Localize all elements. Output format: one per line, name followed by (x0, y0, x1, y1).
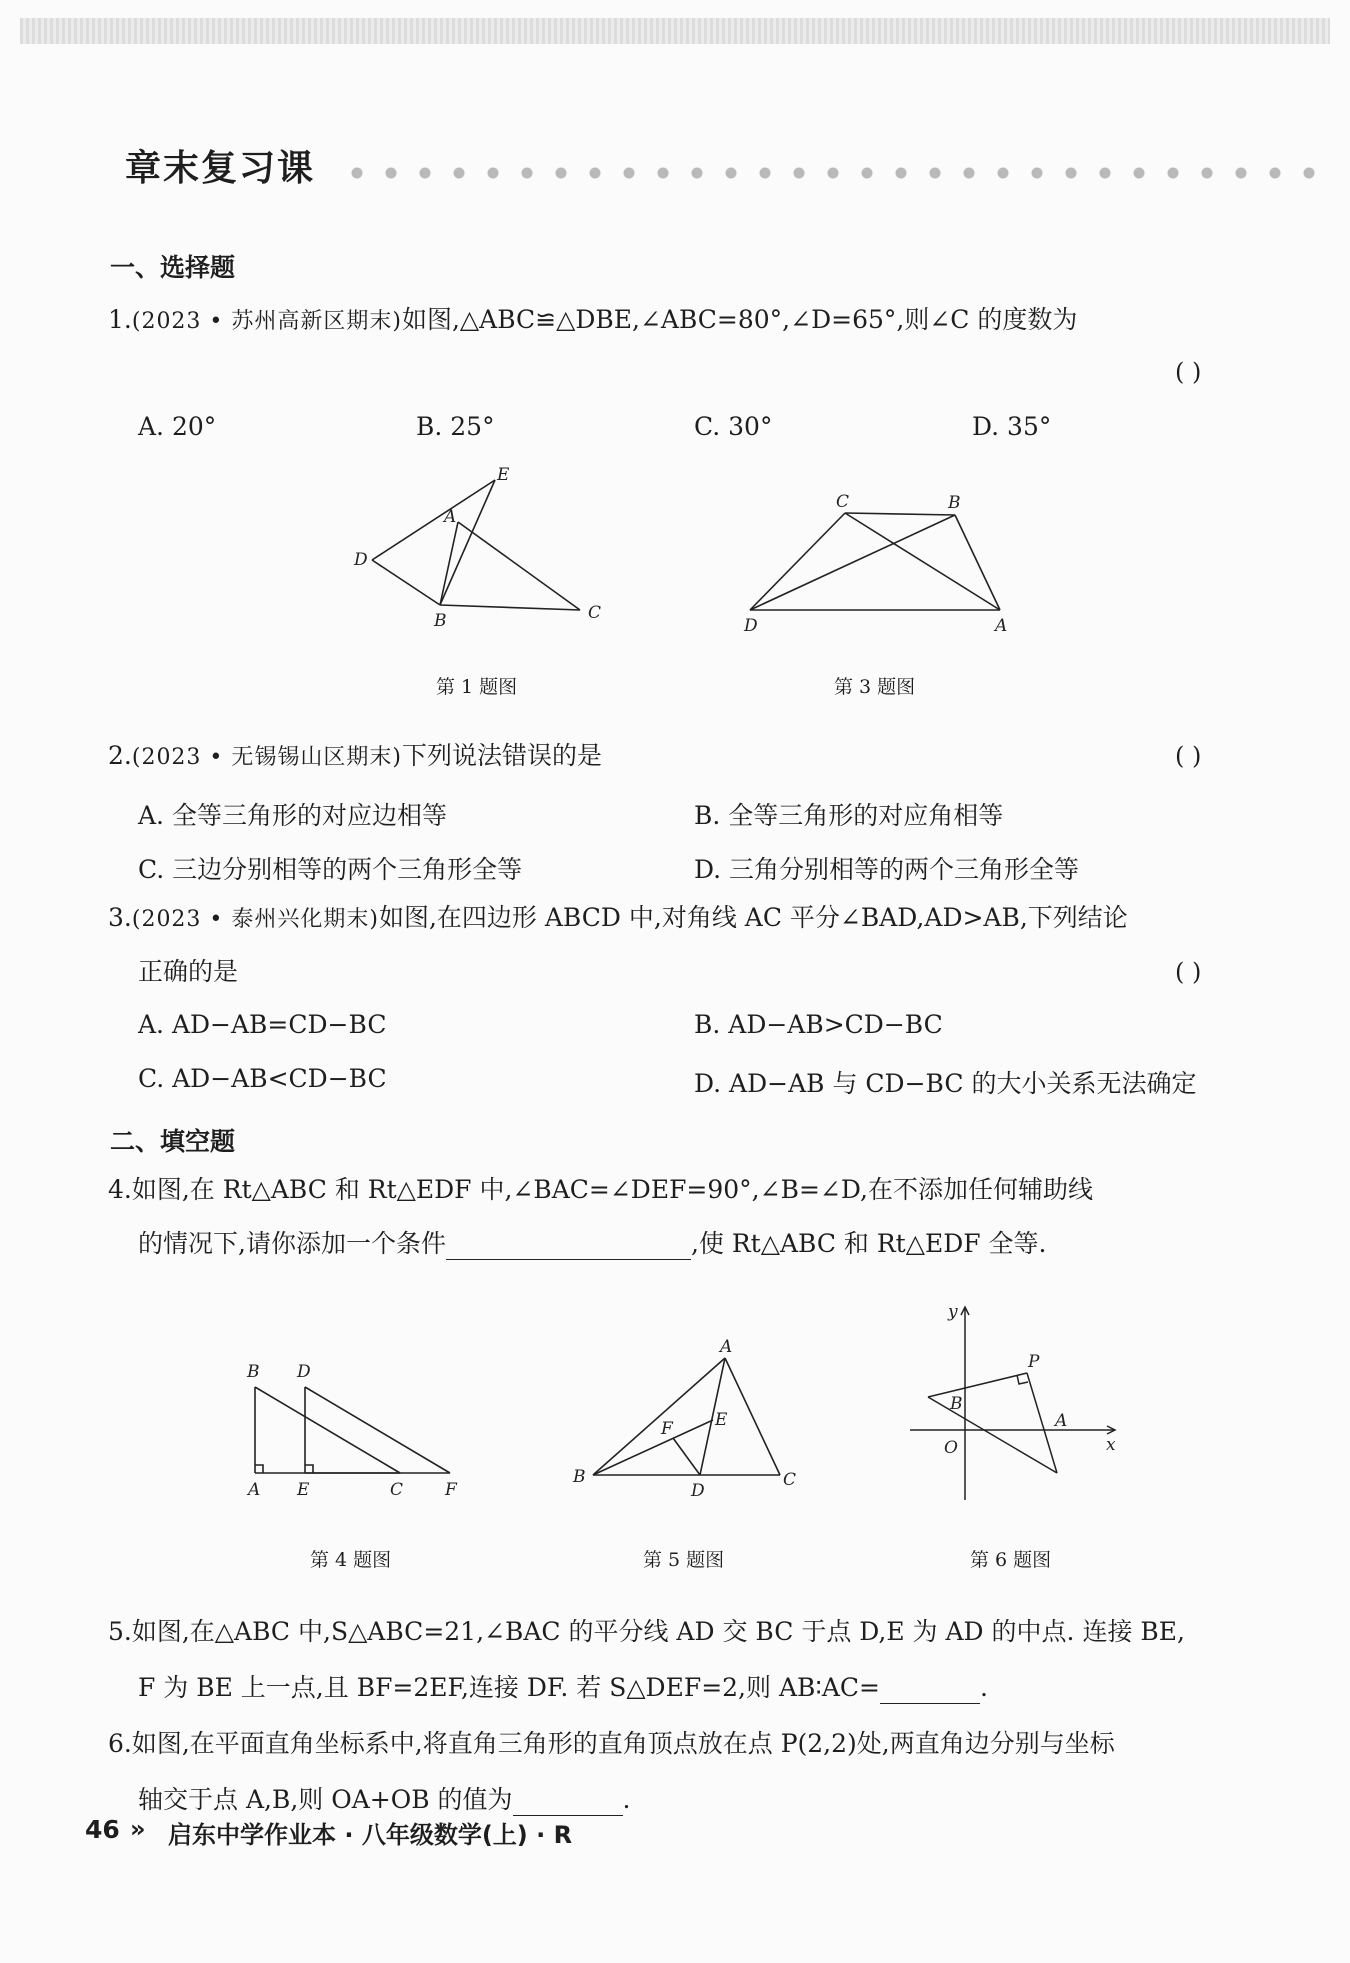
answer-bracket: ( ) (1175, 358, 1202, 386)
question-number: 1. (108, 305, 132, 334)
option-b: B. 全等三角形的对应角相等 (694, 801, 1004, 830)
answer-blank[interactable] (446, 1233, 691, 1260)
option-d: D. 三角分别相等的两个三角形全等 (694, 855, 1080, 884)
right-angle-mark-a (255, 1465, 263, 1473)
figure-1 (340, 460, 630, 635)
label-b: B (434, 611, 447, 631)
label-c: C (588, 603, 602, 623)
question-text: 下列说法错误的是 (401, 741, 602, 770)
chapter-title: 章末复习课 (125, 148, 316, 189)
label-d: D (744, 616, 758, 635)
right-angle-mark-e (305, 1465, 313, 1473)
question-text: 轴交于点 A,B,则 OA+OB 的值为 (138, 1785, 513, 1814)
figure-3 (730, 485, 1030, 635)
label-d: D (297, 1362, 311, 1382)
option-b: B. AD−AB>CD−BC (694, 1010, 943, 1039)
book-title: 启东中学作业本 · 八年级数学(上) · R (168, 1821, 573, 1849)
section-heading-choice: 一、选择题 (110, 253, 236, 282)
figure-6 (900, 1295, 1130, 1510)
label-a: A (995, 616, 1008, 635)
double-chevron-icon: » (130, 1815, 146, 1843)
segment-bc (440, 605, 580, 610)
question-number: 6. (108, 1729, 132, 1758)
question-1 (108, 304, 1077, 338)
option-b: B. 25° (416, 412, 495, 441)
label-a: A (1055, 1411, 1068, 1431)
label-a: A (444, 507, 457, 527)
question-4 (108, 1174, 1093, 1206)
question-text: 如图,在△ABC 中,S△ABC=21,∠BAC 的平分线 AD 交 BC 于点 D,E 为 AD 的中点. 连接 BE, (131, 1617, 1185, 1646)
question-text: 如图,△ABC≌△DBE,∠ABC=80°,∠D=65°,则∠C 的度数为 (401, 305, 1078, 334)
option-d: D. 35° (972, 412, 1052, 441)
question-3-line-2: 正确的是 (138, 957, 239, 986)
question-5-line-2 (138, 1672, 988, 1704)
figure-4 (235, 1355, 475, 1515)
question-source: (2023 • 无锡锡山区期末) (131, 745, 402, 770)
question-5 (108, 1616, 1185, 1648)
scan-edge-band (20, 18, 1330, 44)
question-source: (2023 • 泰州兴化期末) (131, 907, 379, 932)
label-c: C (836, 492, 850, 512)
question-text: . (980, 1673, 988, 1702)
question-text: 如图,在平面直角坐标系中,将直角三角形的直角顶点放在点 P(2,2)处,两直角边分别与坐标 (131, 1729, 1115, 1758)
figure-1-caption: 第 1 题图 (436, 676, 518, 698)
segment-be (593, 1420, 713, 1475)
option-c: C. AD−AB<CD−BC (138, 1064, 387, 1093)
question-text: 如图,在四边形 ABCD 中,对角线 AC 平分∠BAD,AD>AB,下列结论 (378, 903, 1128, 932)
section-heading-fill: 二、填空题 (110, 1127, 236, 1156)
question-2 (108, 740, 602, 774)
label-e: E (297, 1480, 310, 1500)
label-d: D (691, 1481, 705, 1501)
option-d: D. AD−AB 与 CD−BC 的大小关系无法确定 (694, 1069, 1197, 1098)
question-text: 如图,在 Rt△ABC 和 Rt△EDF 中,∠BAC=∠DEF=90°,∠B=∠D,在不添加任何辅助线 (131, 1175, 1093, 1204)
question-4-line-2 (138, 1228, 1046, 1260)
option-c: C. 30° (694, 412, 773, 441)
label-b: B (948, 493, 961, 513)
answer-blank[interactable] (513, 1789, 623, 1816)
segment-ac (725, 1358, 780, 1475)
segment-ba (593, 1358, 725, 1475)
label-b: B (573, 1467, 586, 1487)
answer-bracket: ( ) (1175, 742, 1202, 770)
label-f: F (445, 1480, 457, 1500)
page-number: 46 (85, 1815, 120, 1844)
question-3 (108, 902, 1128, 936)
option-a: A. 20° (138, 412, 217, 441)
label-e: E (715, 1410, 728, 1430)
label-b: B (950, 1394, 963, 1414)
question-text: ,使 Rt△ABC 和 Rt△EDF 全等. (690, 1229, 1047, 1258)
segment-fd (673, 1438, 700, 1475)
label-e: E (497, 465, 510, 485)
figure-5 (565, 1330, 805, 1510)
segment-pb (928, 1373, 1027, 1397)
segment-dc (750, 513, 845, 610)
label-o: O (944, 1438, 958, 1458)
answer-bracket: ( ) (1175, 958, 1202, 986)
segment-ac (458, 522, 580, 610)
label-b: B (247, 1362, 260, 1382)
option-c: C. 三边分别相等的两个三角形全等 (138, 855, 523, 884)
answer-blank[interactable] (880, 1677, 980, 1704)
label-c: C (390, 1480, 404, 1500)
label-x: x (1106, 1435, 1116, 1455)
label-f: F (661, 1419, 673, 1439)
question-number: 5. (108, 1617, 132, 1646)
question-6-line-2 (138, 1784, 630, 1816)
label-y: y (948, 1302, 958, 1322)
question-text: . (622, 1785, 631, 1814)
question-text: F 为 BE 上一点,且 BF=2EF,连接 DF. 若 S△DEF=2,则 AB∶AC= (138, 1673, 881, 1702)
segment-cb (845, 513, 955, 515)
label-a: A (248, 1480, 261, 1500)
figure-4-caption: 第 4 题图 (310, 1549, 392, 1571)
label-c: C (783, 1470, 797, 1490)
figure-3-caption: 第 3 题图 (834, 676, 916, 698)
label-d: D (354, 550, 368, 570)
label-a: A (720, 1337, 733, 1357)
question-number: 2. (108, 741, 132, 770)
question-text: 的情况下,请你添加一个条件 (138, 1229, 446, 1258)
option-a: A. 全等三角形的对应边相等 (138, 801, 447, 830)
label-p: P (1028, 1352, 1040, 1372)
figure-5-caption: 第 5 题图 (643, 1549, 725, 1571)
option-a: A. AD−AB=CD−BC (138, 1010, 387, 1039)
question-source: (2023 • 苏州高新区期末) (131, 309, 402, 334)
title-dot-divider (340, 166, 1320, 180)
figure-6-caption: 第 6 题图 (970, 1549, 1052, 1571)
segment-db (372, 560, 440, 605)
right-angle-mark-p (1017, 1375, 1028, 1384)
question-6 (108, 1728, 1115, 1760)
question-number: 3. (108, 903, 132, 932)
question-number: 4. (108, 1175, 132, 1204)
segment-ba (440, 522, 458, 605)
